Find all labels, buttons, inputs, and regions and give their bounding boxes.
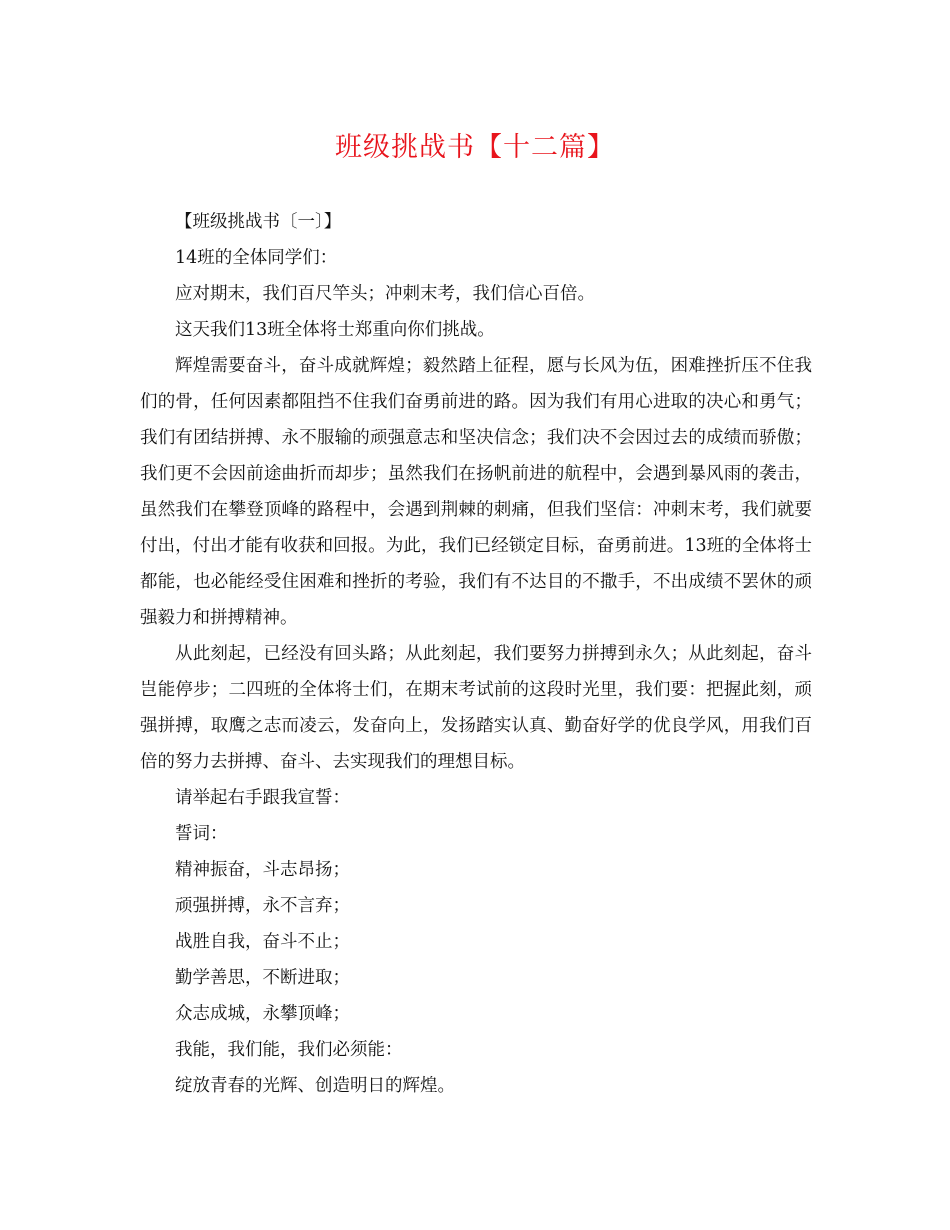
paragraph-2: 从此刻起，已经没有回头路；从此刻起，我们要努力拼搏到永久；从此刻起，奋斗岂能停步；二四班的全体将士们，在期末考试前的这段时光里，我们要：把握此刻，顽强拼搏，取鹰之志而凌云，发奋向上，发扬踏实认真、勤奋好学的优良学风，用我们百倍的努力去拼搏、奋斗、去实现我们的理想目标。 — [140, 644, 812, 772]
oath-label: 誓词： — [175, 824, 228, 844]
oath-line: 战胜自我，奋斗不止； — [175, 932, 350, 952]
section-heading: 【班级挑战书〔一〕】 — [175, 212, 342, 232]
salutation: 14班的全体同学们： — [175, 248, 338, 268]
intro-line: 这天我们13班全体将士郑重向你们挑战。 — [175, 320, 495, 340]
page-title: 班级挑战书【十二篇】 — [335, 132, 615, 163]
oath-line: 勤学善思，不断进取； — [175, 968, 350, 988]
document-body — [140, 204, 812, 1104]
paragraph-1: 辉煌需要奋斗，奋斗成就辉煌；毅然踏上征程，愿与长风为伍，困难挫折压不住我们的骨，任何因素都阻挡不住我们奋勇前进的路。因为我们有用心进取的决心和勇气；我们有团结拼搏、永不服输的顽强意志和坚决信念；我们决不会因过去的成绩而骄傲；我们更不会因前途曲折而却步；虽然我们在扬帆前进的航程中，会遇到暴风雨的袭击，虽然我们在攀登顶峰的路程中，会遇到荆棘的刺痛，但我们坚信：冲刺末考，我们就要付出，付出才能有收获和回报。为此，我们已经锁定目标，奋勇前进。13班的全体将士都能，也必能经受住困难和挫折的考验，我们有不达目的不撒手，不出成绩不罢休的顽强毅力和拼搏精神。 — [140, 356, 812, 628]
intro-line: 应对期末，我们百尺竿头；冲刺末考，我们信心百倍。 — [175, 284, 595, 304]
oath-line: 众志成城，永攀顶峰； — [175, 1004, 350, 1024]
oath-intro: 请举起右手跟我宣誓： — [175, 788, 350, 808]
oath-line: 我能，我们能，我们必须能： — [175, 1040, 403, 1060]
oath-line: 顽强拼搏，永不言弃； — [175, 896, 350, 916]
oath-line: 精神振奋，斗志昂扬； — [175, 860, 350, 880]
oath-line: 绽放青春的光辉、创造明日的辉煌。 — [175, 1076, 455, 1096]
